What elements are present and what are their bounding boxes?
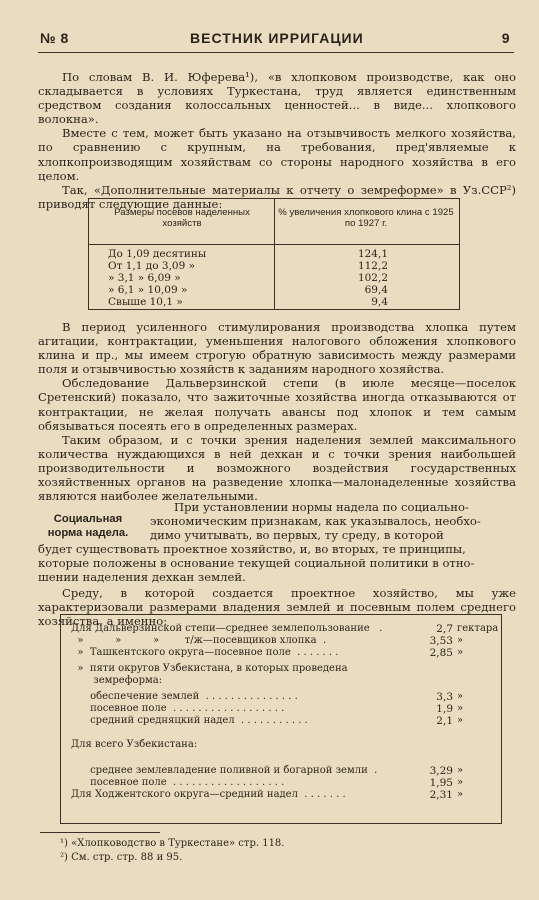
row-label: » пяти округов Узбекистана, в которых проведена земреформа:: [77, 663, 348, 686]
row-unit: »: [457, 635, 464, 646]
paragraph: По словам В. И. Юферева¹), «в хлопковом производстве, как оно складывается в условиях Туркестана, труд является единственным средством создания колоссальных ценностей... в виде... хлопкового волокна».: [38, 70, 516, 127]
row-label: От 1,1 до 3,09 »: [108, 260, 196, 272]
row-label: Свыше 10,1 »: [108, 296, 183, 308]
row-unit: »: [457, 777, 464, 788]
text-line: экономическим признакам, как указывалось, необхо-: [150, 514, 481, 529]
row-unit: »: [457, 647, 464, 658]
row-value: 102,2: [357, 272, 388, 284]
row-value: 112,2: [357, 260, 388, 272]
row-label: посевное поле . . . . . . . . . . . . . . . . . .: [71, 703, 285, 714]
row-label: Для Ходжентского округа—средний надел . . . . . . .: [71, 789, 346, 800]
row-label: » » » т/ж—посевщиков хлопка .: [71, 635, 327, 646]
row-value: 2,1: [436, 715, 453, 727]
text-block-top: [38, 70, 516, 211]
row-label: среднее землевладение поливной и богарной земли .: [71, 765, 378, 776]
footnote: ¹) «Хлопководство в Туркестане» стр. 118.: [60, 838, 285, 849]
column-header: Размеры посевов наделенных хозяйств: [114, 207, 250, 229]
row-unit: »: [457, 765, 464, 776]
row-unit: »: [457, 789, 464, 800]
land-use-table: [60, 614, 502, 824]
row-value: 2,31: [429, 789, 453, 801]
row-label: средний средняцкий надел . . . . . . . . . . .: [71, 715, 308, 726]
side-heading: Социальная норма надела.: [47, 513, 129, 539]
text-line: шении наделения дехкан землей.: [38, 570, 246, 585]
row-value: 1,9: [436, 703, 453, 715]
text-line: димо учитывать, во первых, ту среду, в которой: [150, 528, 444, 543]
column-header: % увеличения хлопкового клина с 1925 по 1927 г.: [278, 207, 454, 229]
page-header: [40, 30, 510, 48]
row-label: » 6,1 » 10,09 »: [108, 284, 188, 296]
table-column-divider: [274, 198, 275, 310]
row-label: » Ташкентского округа—посевное поле . . . . . . .: [71, 647, 339, 658]
row-label: Для Дальверзинской степи—среднее землепользование .: [71, 623, 383, 634]
paragraph: Среду, в которой создается проектное хозяйство, мы уже характеризовали размерами владения землей и посевным полем среднего хозяйства, а именно:: [38, 586, 516, 629]
plot-size-table: [88, 198, 460, 310]
row-value: 3,3: [436, 691, 453, 703]
paragraph: Таким образом, и с точки зрения наделения землей максимального количества нуждающихся в ней дехкан и с точки зрения наибольшей производительности и возможного воздействия государственных хозяйственных органов на разведение хлопка—малонаделенные хозяйства являются наиболее желательными.: [38, 432, 516, 504]
row-label: До 1,09 десятины: [108, 248, 207, 260]
paragraph: В период усиленного стимулирования производства хлопка путем агитации, контрактации, уменьшения налогового обложения хлопкового клина и пр., мы имеем строгую обратную зависимость между размерами поля и отзывчивостью хозяйств к заданиям народного хозяйства.: [38, 320, 516, 377]
text-line: будет существовать проектное хозяйство, и, во вторых, те принципы,: [38, 542, 466, 556]
footnote-rule: [40, 832, 160, 833]
text-line: При установлении нормы надела по социально-: [174, 500, 469, 514]
row-unit: »: [457, 691, 464, 702]
page-number: 9: [501, 30, 510, 46]
row-value: 1,95: [429, 777, 453, 789]
row-value: 2,7: [436, 623, 453, 635]
row-value: 3,29: [429, 765, 453, 777]
side-text-narrow: [150, 500, 516, 542]
row-value: 124,1: [357, 248, 388, 260]
row-unit: »: [457, 703, 464, 714]
row-value: 9,4: [371, 296, 388, 308]
header-rule: [38, 52, 514, 53]
row-unit: гектара: [457, 623, 499, 634]
text-block-middle: [38, 320, 516, 503]
paragraph: Обследование Дальверзинской степи (в июле месяце—поселок Сретенский) показало, что зажиточные хозяйства иногда отказываются от контрактации, не желая получать авансы под хлопок и тем самым обязываться посеять его в определенных размерах.: [38, 376, 516, 433]
row-value: 3,53: [429, 635, 453, 647]
row-label: обеспечение землей . . . . . . . . . . . . . . .: [71, 691, 298, 702]
row-label: » 3,1 » 6,09 »: [108, 272, 181, 284]
footnote: ²) См. стр. стр. 88 и 95.: [60, 852, 183, 863]
text-line: которые положены в основание текущей социальной политики в отно-: [38, 556, 475, 571]
issue-number: № 8: [40, 30, 69, 46]
journal-title: ВЕСТНИК ИРРИГАЦИИ: [190, 30, 364, 46]
row-value: 69,4: [364, 284, 388, 296]
paragraph: Вместе с тем, может быть указано на отзывчивость мелкого хозяйства, по сравнению с крупным, на требования, пред'являемые к хлопкопроизводящим хозяйствам со стороны народного хозяйства в его целом.: [38, 126, 516, 183]
row-value: 2,85: [429, 647, 453, 659]
row-label: Для всего Узбекистана:: [71, 739, 198, 750]
paragraph: Так, «Дополнительные материалы к отчету о земреформе» в Уз.ССР²) приводят следующие данные:: [38, 182, 516, 211]
row-label: посевное поле . . . . . . . . . . . . . . . . . .: [71, 777, 285, 788]
side-text-wide: [38, 542, 516, 584]
row-unit: »: [457, 715, 464, 726]
